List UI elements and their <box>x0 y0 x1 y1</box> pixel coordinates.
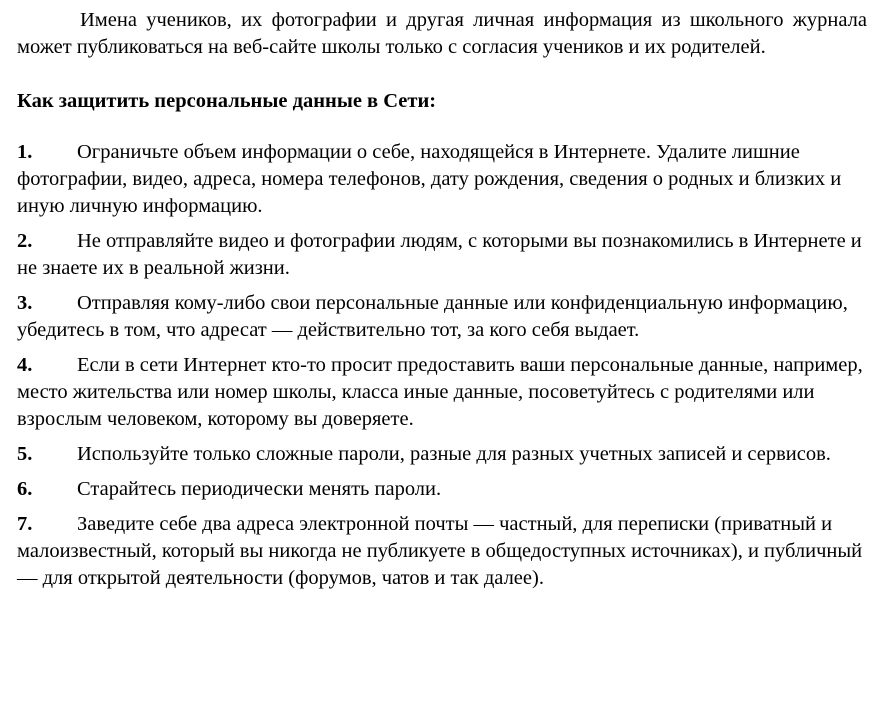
list-item <box>17 290 867 344</box>
list-item-number: 6. <box>17 478 33 500</box>
list-item <box>17 476 867 503</box>
list-item-number: 4. <box>17 354 33 376</box>
list-item-number: 2. <box>17 230 33 252</box>
list-item <box>17 441 867 468</box>
list-item <box>17 352 867 433</box>
list-item-number: 7. <box>17 513 33 535</box>
list-item-text: Старайтесь периодически менять пароли. <box>77 478 442 500</box>
list-item-number: 3. <box>17 292 33 314</box>
list-item-text: Если в сети Интернет кто-то просит предоставить ваши персональные данные, например, место жительства или номер школы, класса иные данные, посоветуйтесь с родителями или взрослым человеком, которому вы доверяете. <box>17 354 863 430</box>
document-page <box>17 7 867 600</box>
list-item <box>17 139 867 220</box>
tips-list <box>17 139 867 592</box>
list-item-text: Используйте только сложные пароли, разные для разных учетных записей и сервисов. <box>77 443 831 465</box>
list-item-text: Заведите себе два адреса электронной почты — частный, для переписки (приватный и малоизвестный, который вы никогда не публикуете в общедоступных источниках), и публичный — для открытой деятельности (форумов, чатов и так далее). <box>17 513 863 589</box>
intro-paragraph: Имена учеников, их фотографии и другая личная информация из школьного журнала может публиковаться на веб-сайте школы только с согласия учеников и их родителей. <box>17 9 867 58</box>
list-item-number: 5. <box>17 443 33 465</box>
list-item-number: 1. <box>17 141 33 163</box>
list-item-text: Отправляя кому-либо свои персональные данные или конфиденциальную информацию, убедитесь в том, что адресат — действительно тот, за кого себя выдает. <box>17 292 848 341</box>
section-heading: Как защитить персональные данные в Сети: <box>17 90 437 112</box>
list-item-text: Ограничьте объем информации о себе, находящейся в Интернете. Удалите лишние фотографии, видео, адреса, номера телефонов, дату рождения, сведения о родных и близких и иную личную информацию. <box>17 141 842 217</box>
list-item <box>17 228 867 282</box>
list-item <box>17 511 867 592</box>
list-item-text: Не отправляйте видео и фотографии людям, с которыми вы познакомились в Интернете и не знаете их в реальной жизни. <box>17 230 862 279</box>
